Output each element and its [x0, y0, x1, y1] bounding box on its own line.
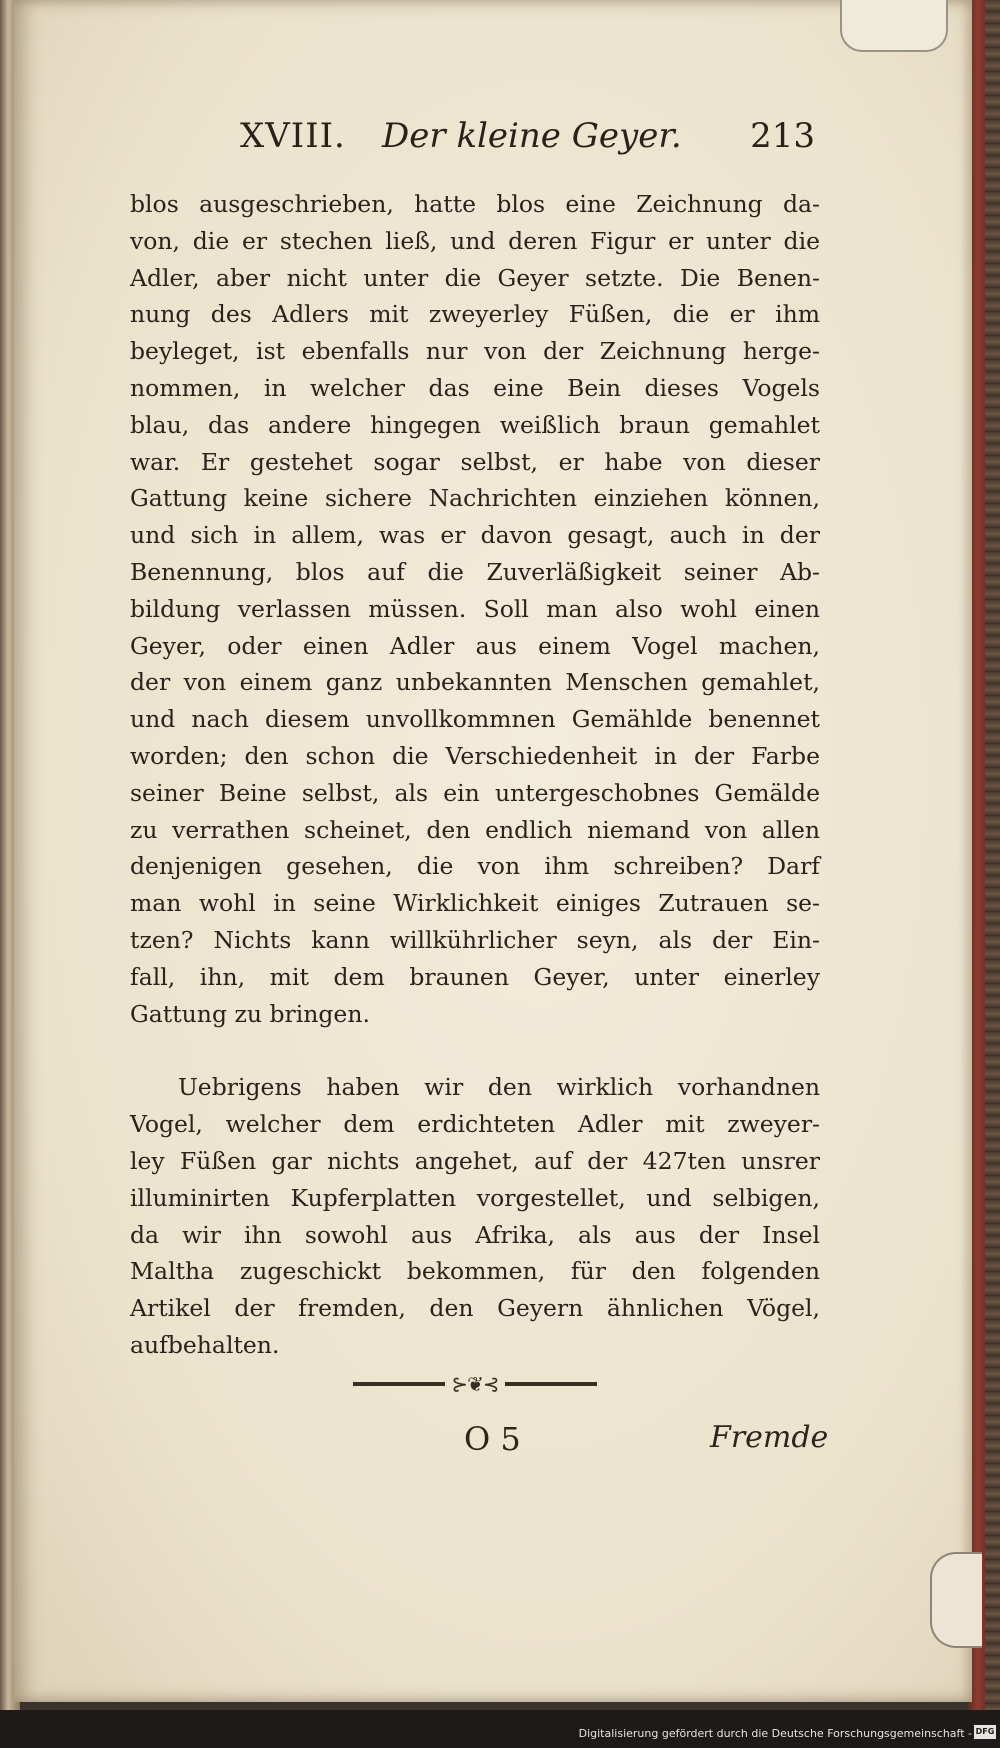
paper-tab-top	[840, 0, 948, 52]
text-line: seiner Beine selbst, als ein untergeschobnes Gemälde	[130, 778, 820, 807]
text-line: und nach diesem unvollkommnen Gemählde benennet	[130, 705, 820, 734]
text-line: Geyer, oder einen Adler aus einem Vogel machen,	[130, 631, 820, 660]
text-line: war. Er gestehet sogar selbst, er habe von dieser	[130, 447, 820, 476]
dfg-logo-badge: DFG	[974, 1725, 996, 1739]
text-line: Uebrigens haben wir den wirklich vorhandnen	[178, 1073, 820, 1102]
paragraph-2	[130, 1069, 820, 1363]
text-line: blau, das andere hingegen weißlich braun gemahlet	[130, 410, 820, 439]
text-line: fall, ihn, mit dem braunen Geyer, unter einerley	[130, 962, 820, 991]
text-line: aufbehalten.	[130, 1330, 280, 1359]
text-line: Adler, aber nicht unter die Geyer setzte. Die Benen-	[130, 263, 820, 292]
text-line: tzen? Nichts kann willkührlicher seyn, als der Ein-	[130, 925, 820, 954]
text-line: Benennung, blos auf die Zuverläßigkeit seiner Ab-	[130, 557, 820, 586]
text-line: zu verrathen scheinet, den endlich niemand von allen	[130, 815, 820, 844]
catchword: Fremde	[710, 1420, 829, 1455]
text-line: illuminirten Kupferplatten vorgestellet, und selbigen,	[130, 1183, 820, 1212]
footer-credit: Digitalisierung gefördert durch die Deutsche Forschungsgemeinschaft -	[578, 1727, 972, 1740]
page-number: 213	[750, 116, 815, 156]
text-line: Gattung zu bringen.	[130, 999, 370, 1028]
text-line: von, die er stechen ließ, und deren Figur er unter die	[130, 226, 820, 255]
text-line: Artikel der fremden, den Geyern ähnlichen Vögel,	[130, 1294, 820, 1323]
text-line: nommen, in welcher das eine Bein dieses Vogels	[130, 373, 820, 402]
text-line: blos ausgeschrieben, hatte blos eine Zeichnung da-	[130, 190, 820, 218]
running-head	[240, 116, 815, 166]
text-line: Gattung keine sichere Nachrichten einziehen können,	[130, 484, 820, 513]
chapter-number: XVIII.	[240, 116, 346, 156]
paragraph-1	[130, 186, 820, 1032]
text-line: denjenigen gesehen, die von ihm schreiben? Darf	[130, 852, 820, 881]
ornament-divider	[335, 1372, 615, 1396]
body-text	[130, 186, 820, 1364]
ornament-rule-right	[505, 1382, 597, 1386]
ornament-glyph: ⊱❦⊰	[451, 1372, 499, 1396]
text-line: ley Füßen gar nichts angehet, auf der 427ten unsrer	[130, 1146, 820, 1175]
text-line: da wir ihn sowohl aus Afrika, als aus der Insel	[130, 1220, 820, 1249]
paper-tab-side	[930, 1552, 982, 1648]
text-line: man wohl in seine Wirklichkeit einiges Zutrauen se-	[130, 889, 820, 918]
text-line: beyleget, ist ebenfalls nur von der Zeichnung herge-	[130, 337, 820, 366]
text-line: Vogel, welcher dem erdichteten Adler mit zweyer-	[130, 1110, 820, 1139]
ornament-rule-left	[353, 1382, 445, 1386]
text-line: Maltha zugeschickt bekommen, für den folgenden	[130, 1257, 820, 1286]
text-line: bildung verlassen müssen. Soll man also wohl einen	[130, 594, 820, 623]
cover-strip	[985, 0, 1000, 1710]
text-line: und sich in allem, was er davon gesagt, auch in der	[130, 521, 820, 550]
text-line: nung des Adlers mit zweyerley Füßen, die er ihm	[130, 300, 820, 329]
chapter-title: Der kleine Geyer.	[382, 116, 682, 156]
text-line: der von einem ganz unbekannten Menschen gemahlet,	[130, 668, 820, 697]
text-line: worden; den schon die Verschiedenheit in der Farbe	[130, 741, 820, 770]
signature-mark: O 5	[464, 1420, 521, 1458]
